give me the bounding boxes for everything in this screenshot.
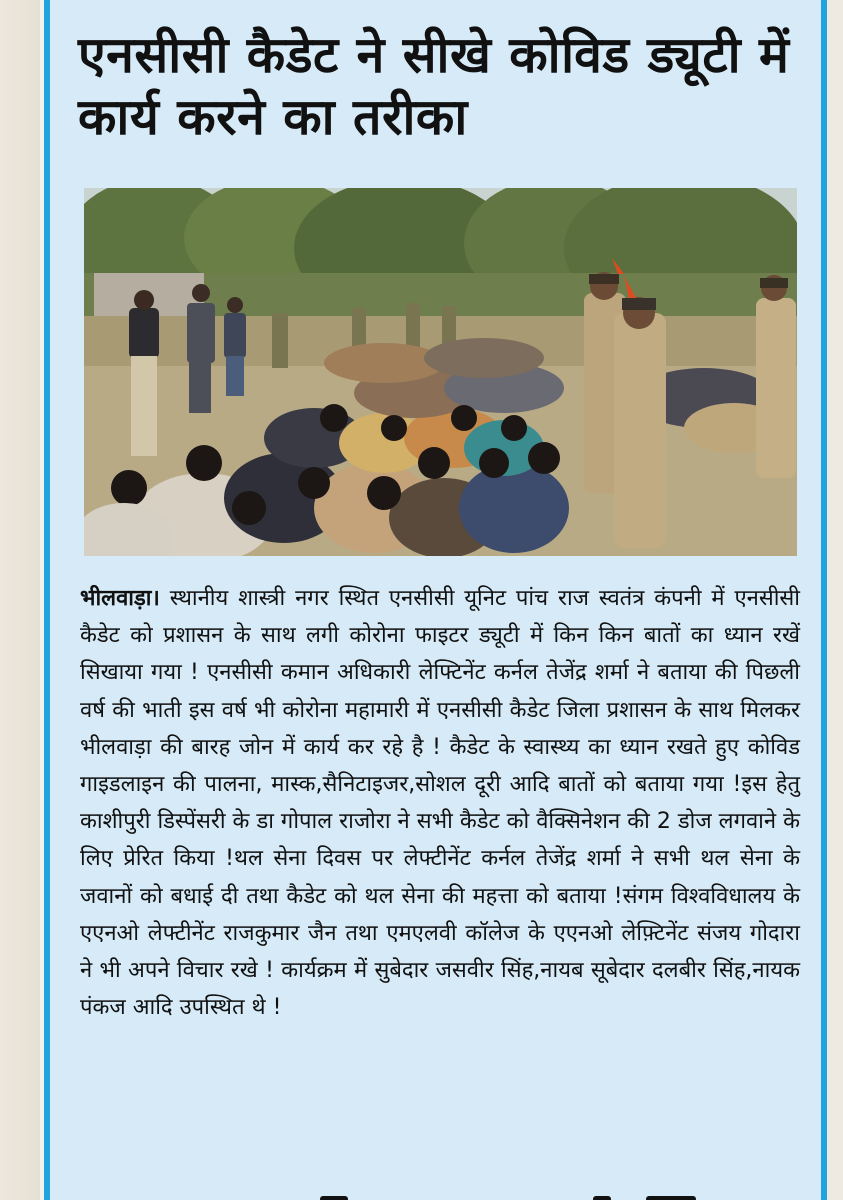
article-text: स्थानीय शास्त्री नगर स्थित एनसीसी यूनिट पांच राज स्वतंत्र कंपनी में एनसीसी कैडेट को प्रशासन के साथ लगी कोरोना फाइटर ड्यूटी में किन किन बातों का ध्यान रखें सिखाया गया ! एनसीसी कमान अधिकारी लेफ्टिनेंट कर्नल तेजेंद्र शर्मा ने बताया की पिछली वर्ष की भाती इस वर्ष भी कोरोना महामारी में एनसीसी कैडेट जिला प्रशासन के साथ मिलकर भीलवाड़ा की बारह जोन में कार्य कर रहे है ! कैडेट के स्वास्थ्य का ध्यान रखते हुए कोविड गाइडलाइन की पालना, मास्क,सैनिटाइजर,सोशल दूरी आदि बातों को बताया गया !इस हेतु काशीपुरी डिस्पेंसरी के डा गोपाल राजोरा ने सभी कैडेट को वैक्सिनेशन की 2 डोज लगवाने के लिए प्रेरित किया !थल सेना दिवस पर लेफ्टीनेंट कर्नल तेजेंद्र शर्मा ने सभी थल सेना के जवानों को बधाई दी तथा कैडेट को थल सेना की महत्ता को बताया !संगम विश्वविधालय के एएनओ लेफ्टीनेंट राजकुमार जैन तथा एमएलवी कॉलेज के एएनओ लेफ़्टिनेंट संजय गोदारा ने भी अपने विचार रखे ! कार्यक्रम में सुबेदार जसवीर सिंह,नायब सूबेदार दलबीर सिंह,नायक पंकज आदि उपस्थित थे !: [80, 586, 800, 1021]
headline: एनसीसी कैडेट ने सीखे कोविड ड्यूटी में कार्य करने का तरीका: [78, 26, 790, 146]
border-rule-left: [44, 0, 50, 1200]
newspaper-margin-left: [0, 0, 40, 1200]
next-headline-cutoff: [300, 1184, 770, 1200]
news-photo: [84, 188, 797, 556]
article-body: [80, 580, 800, 1026]
newspaper-margin-right: [827, 0, 843, 1200]
dateline: भीलवाड़ा।: [80, 586, 160, 611]
